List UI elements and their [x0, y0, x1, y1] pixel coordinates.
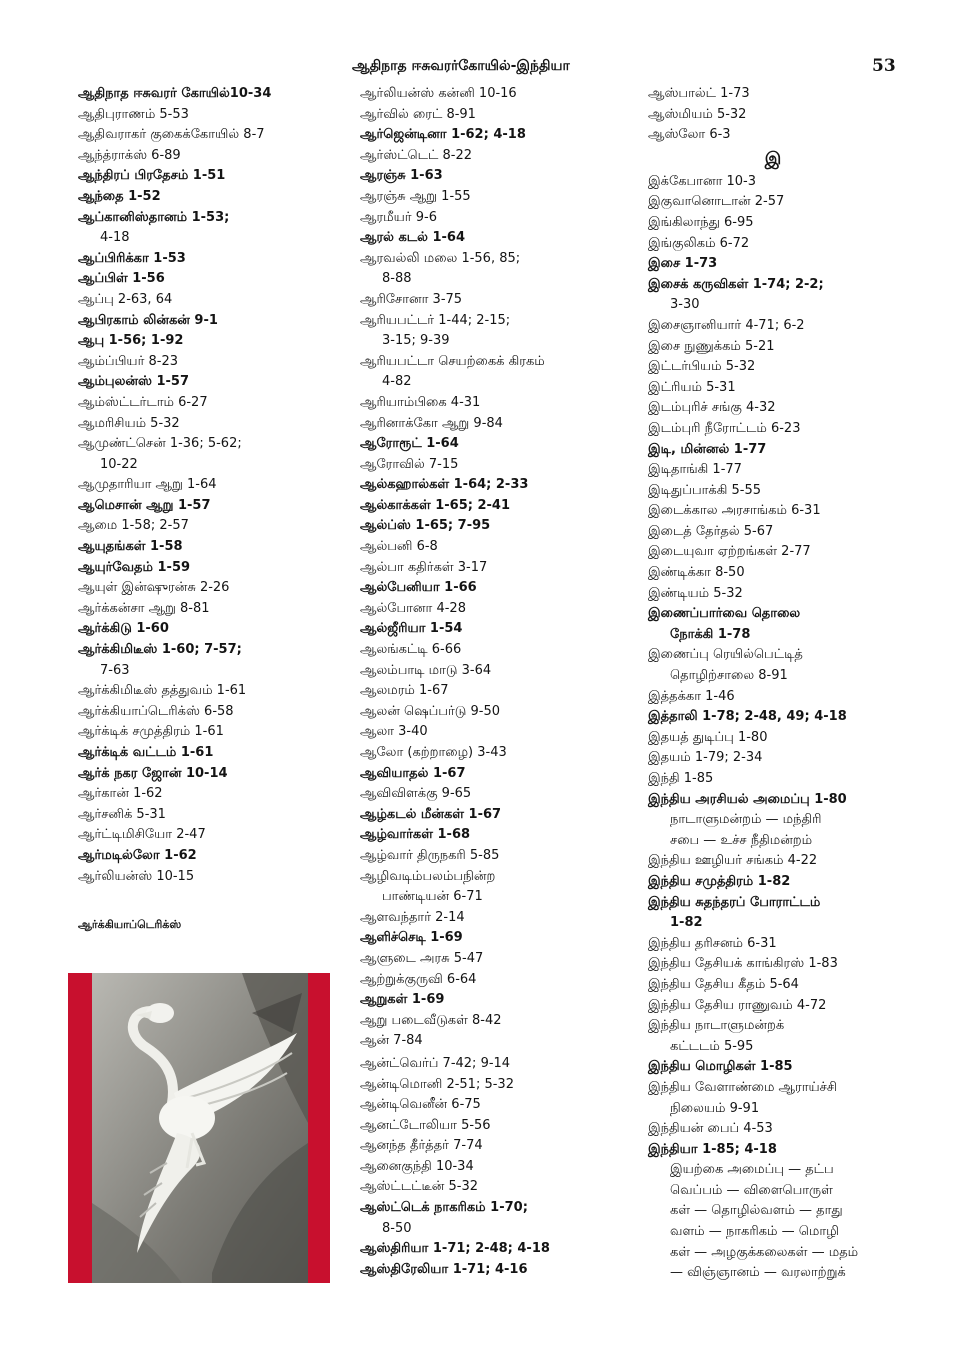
index-entry: ஆர்லியன்ஸ் 10-15: [78, 868, 195, 884]
index-entry: ஆமை 1-58; 2-57: [78, 518, 189, 534]
index-entry: இந்திய சுதந்தரப் போராட்டம்: [648, 894, 821, 910]
index-entry: ஆனந்த தீர்த்தர் 7-74: [360, 1138, 483, 1154]
index-entry: ஆஸ்பால்ட் 1-73: [648, 86, 750, 101]
index-entry: ஆயுர்வேதம் 1-59: [78, 559, 191, 575]
index-entry: ஆர்க்கிமிடீஸ் தத்துவம் 1-61: [78, 683, 247, 699]
index-entry: ஆர்ஸ்ட்டெட் 8-22: [360, 147, 472, 163]
index-entry: ஆலன் ஷெப்பர்டு 9-50: [360, 703, 501, 719]
index-entry: ஆஸ்திரியா 1-71; 2-48; 4-18: [360, 1241, 550, 1257]
page-number: 53: [872, 56, 896, 76]
index-entry: ஆர்கான் 1-62: [78, 786, 163, 802]
index-entry: இதயத் துடிப்பு 1-80: [648, 729, 768, 745]
index-entry: ஆரஞ்சு 1-63: [360, 168, 443, 184]
index-entry: இட்டர்பியம் 5-32: [648, 359, 756, 375]
index-entry: ஆலங்கட்டி 6-66: [360, 642, 462, 658]
index-entry: 7-63: [100, 662, 130, 678]
index-entry: இந்திய நாடாளுமன்றக்: [648, 1018, 785, 1034]
index-entry: வளம் — நாகரிகம் — மொழி: [670, 1224, 839, 1240]
index-entry: ஆலா 3-40: [360, 724, 428, 740]
index-entry: ஆல்ப்ஸ் 1-65; 7-95: [360, 518, 491, 534]
index-entry: 3-15; 9-39: [382, 333, 450, 349]
index-entry: இங்கிலாந்து 6-95: [648, 214, 754, 230]
index-entry: ஆலம்பாடி மாடு 3-64: [360, 662, 492, 678]
index-entry: ஆறு படைவீடுகள் 8-42: [360, 1012, 502, 1028]
index-entry: கட்டடம் 5-95: [670, 1038, 754, 1054]
index-entry: இத்தாலி 1-78; 2-48, 49; 4-18: [648, 709, 847, 725]
index-entry: இசைக் கருவிகள் 1-74; 2-2;: [648, 276, 824, 292]
index-entry: இக்கேபானா 10-3: [648, 173, 757, 189]
illustration-panel: [92, 973, 308, 1283]
index-entry: இணைப்பு ரெயில்பெட்டித்: [648, 647, 803, 663]
index-entry: ஆம்ஸ்ட்டர்டாம் 6-27: [78, 394, 208, 410]
index-entry: இடையுவா ஏற்றங்கள் 2-77: [648, 544, 811, 560]
index-entry: ஆன்டிவெனீன் 6-75: [360, 1097, 481, 1113]
index-entry: 8-88: [382, 271, 412, 287]
index-entry: ஆவிவிளக்கு 9-65: [360, 786, 472, 802]
index-entry: ஆரவல்லி மலை 1-56, 85;: [360, 250, 521, 266]
index-entry: ஆஸ்ட்டெக் நாகரிகம் 1-70;: [360, 1200, 528, 1216]
index-entry: ஆந்தை 1-52: [78, 188, 161, 204]
index-entry: ஆர்க்கியாப்டெரிக்ஸ் 6-58: [78, 703, 234, 719]
index-entry: இந்திய சமுத்திரம் 1-82: [648, 873, 791, 889]
index-entry: ஆளுடை அரசு 5-47: [360, 950, 484, 966]
index-entry: ஆஸ்மியம் 5-32: [648, 106, 747, 122]
index-entry: இந்திய ஊழியர் சங்கம் 4-22: [648, 853, 818, 869]
index-entry: இசை நுணுக்கம் 5-21: [648, 338, 775, 354]
index-entry: ஆவியாதல் 1-67: [360, 765, 466, 781]
index-entry: ஆளவந்தார் 2-14: [360, 909, 465, 925]
index-entry: ஆர்மடில்லோ 1-62: [78, 847, 197, 863]
index-entry: இங்குலிகம் 6-72: [648, 235, 750, 251]
index-entry: இந்திய தேசிய கீதம் 5-64: [648, 976, 799, 992]
index-entry: இசை 1-73: [648, 256, 718, 272]
index-entry: ஆரமீயர் 9-6: [360, 209, 437, 225]
index-entry: கள் — தொழில்வளம் — தாது: [670, 1203, 843, 1219]
index-entry: ஆர்சனிக் 5-31: [78, 806, 166, 822]
index-entry: வெப்பம் — விளைபொருள்: [670, 1182, 833, 1198]
index-entry: ஆழ்வார் திருநகரி 5-85: [360, 847, 500, 863]
index-entry: இந்திய தேசியக் காங்கிரஸ் 1-83: [648, 956, 838, 972]
index-entry: ஆல்ஜீரியா 1-54: [360, 621, 463, 637]
index-entry: கள் — அழகுக்கலைகள் — மதம்: [670, 1244, 859, 1260]
index-entry: 1-82: [670, 915, 703, 931]
index-entry: ஆர்க்கிமிடீஸ் 1-60; 7-57;: [78, 642, 242, 658]
index-entry: ஆலமரம் 1-67: [360, 683, 449, 699]
index-entry: ஆப்பு 2-63, 64: [78, 291, 173, 307]
index-column-3: [648, 84, 928, 1284]
index-entry: இந்தி 1-85: [648, 771, 714, 786]
index-entry: இண்டிக்கா 8-50: [648, 565, 745, 581]
index-entry: ஆன்ட்வெர்ப் 7-42; 9-14: [360, 1055, 511, 1071]
index-entry: ஆப்கானிஸ்தானம் 1-53;: [78, 209, 230, 225]
index-entry: ஆர்க்கிடு 1-60: [78, 621, 169, 637]
index-entry: ஆர்க் நகர ஜோன் 10-14: [78, 765, 228, 781]
index-entry: இடிதுப்பாக்கி 5-55: [648, 482, 762, 498]
index-entry: ஆதிபுராணம் 5-53: [78, 106, 189, 122]
index-entry: பாண்டியன் 6-71: [382, 889, 483, 905]
index-entry: ஆழிவடிம்பலம்பநின்ற: [360, 868, 496, 884]
index-entry: இடம்புரி நீரோட்டம் 6-23: [648, 420, 801, 436]
index-entry: ஆர்வில் ரைட் 8-91: [360, 106, 476, 122]
index-entry: ஆமுண்ட்சென் 1-36; 5-62;: [78, 436, 242, 452]
index-entry: நோக்கி 1-78: [670, 626, 751, 642]
index-entry: ஆர்க்கன்சா ஆறு 8-81: [78, 600, 210, 616]
index-entry: ஆறுகள் 1-69: [360, 992, 445, 1008]
index-entry: தொழிற்சாலை 8-91: [670, 668, 788, 684]
archaeopteryx-illustration: [68, 973, 330, 1283]
index-entry: ஆரிசோனா 3-75: [360, 291, 463, 307]
index-entry: இடி, மின்னல் 1-77: [648, 441, 767, 457]
index-entry: 4-82: [382, 374, 412, 390]
index-entry: ஆல்போனா 4-28: [360, 600, 466, 616]
index-entry: ஆஸ்ட்டட்டீன் 5-32: [360, 1179, 479, 1195]
index-entry: ஆமரிசியம் 5-32: [78, 415, 180, 431]
index-entry: ஆனட்டோலியா 5-56: [360, 1117, 491, 1133]
index-entry: ஆரியபட்டா செயற்கைக் கிரகம்: [360, 353, 545, 369]
index-entry: ஆல்பா கதிர்கள் 3-17: [360, 559, 488, 575]
index-entry: இடம்புரிச் சங்கு 4-32: [648, 400, 776, 416]
page-header: [0, 58, 966, 80]
index-entry: இந்திய வேளாண்மை ஆராய்ச்சி: [648, 1079, 838, 1095]
index-entry: 3-30: [670, 297, 700, 313]
index-entry: இசைஞானியார் 4-71; 6-2: [648, 317, 805, 333]
index-entry: ஆயுதங்கள் 1-58: [78, 539, 183, 555]
figure-caption: ஆர்க்கியாப்டெரிக்ஸ்: [78, 918, 182, 931]
index-entry: ஆமெசான் ஆறு 1-57: [78, 497, 211, 513]
index-entry: ஆல்பேனியா 1-66: [360, 580, 477, 596]
index-entry: ஆஸ்லோ 6-3: [648, 127, 731, 143]
index-entry: இந்திய தேசிய ராணுவம் 4-72: [648, 997, 827, 1013]
index-entry: இடிதாங்கி 1-77: [648, 462, 742, 478]
index-entry: இந்திய அரசியல் அமைப்பு 1-80: [648, 791, 847, 807]
index-column-2: [360, 84, 640, 1280]
index-entry: ஆர்ஜென்டினா 1-62; 4-18: [360, 127, 526, 143]
index-entry: ஆல்காக்கள் 1-65; 2-41: [360, 497, 511, 513]
index-entry: ஆரியாம்பிகை 4-31: [360, 394, 481, 410]
index-entry: நிலையம் 9-91: [670, 1100, 760, 1116]
index-entry: ஆர்லியன்ஸ் கன்னி 10-16: [360, 86, 517, 101]
index-entry: ஆந்த்ராக்ஸ் 6-89: [78, 147, 181, 163]
index-entry: இண்டியம் 5-32: [648, 585, 743, 601]
index-entry: ஆரோரூட் 1-64: [360, 436, 459, 452]
running-title: ஆதிநாத ஈசுவரர்கோயில்-இந்தியா: [352, 58, 570, 74]
index-entry: ஆனைகுந்தி 10-34: [360, 1158, 474, 1174]
index-entry: ஆதிநாத ஈசுவரர் கோயில்10-34: [78, 86, 272, 101]
index-entry: ஆழ்வார்கள் 1-68: [360, 827, 471, 843]
index-entry: ஆம்புலன்ஸ் 1-57: [78, 374, 189, 390]
index-entry: ஆர்ட்டிமிசியோ 2-47: [78, 827, 206, 843]
index-entry: இகுவானொடான் 2-57: [648, 194, 785, 210]
index-entry: நாடாளுமன்றம் — மந்திரி: [670, 812, 822, 828]
index-entry: இந்தியன் பைப் 4-53: [648, 1121, 773, 1137]
index-entry: இட்ரியம் 5-31: [648, 379, 736, 395]
index-entry: ஆம்ப்பியர் 8-23: [78, 353, 179, 369]
index-entry: 10-22: [100, 456, 138, 472]
index-entry: ஆரினாக்கோ ஆறு 9-84: [360, 415, 503, 431]
index-entry: ஆந்திரப் பிரதேசம் 1-51: [78, 168, 226, 184]
index-entry: ஆன் 7-84: [360, 1033, 423, 1049]
index-entry: ஆதிவராகர் குகைக்கோயில் 8-7: [78, 127, 265, 143]
index-entry: ஆரல் கடல் 1-64: [360, 230, 465, 246]
index-entry: ஆளிச்செடி 1-69: [360, 930, 463, 946]
index-entry: ஆயுள் இன்ஷுரன்சு 2-26: [78, 580, 230, 596]
index-entry: ஆர்க்டிக் வட்டம் 1-61: [78, 745, 214, 760]
bird-drawing: [92, 973, 308, 1283]
index-entry: இந்திய மொழிகள் 1-85: [648, 1059, 793, 1075]
index-entry: இத்தக்கா 1-46: [648, 688, 735, 704]
index-entry: ஆரியபட்டர் 1-44; 2-15;: [360, 312, 511, 328]
index-entry: இந்தியா 1-85; 4-18: [648, 1141, 777, 1157]
index-entry: இணைப்பார்வை தொலை: [648, 606, 801, 622]
index-entry: ஆப்பிள் 1-56: [78, 271, 165, 287]
index-entry: ஆரோவில் 7-15: [360, 456, 459, 472]
index-entry: ஆபிரகாம் லின்கன் 9-1: [78, 312, 218, 328]
index-entry: ஆரஞ்சு ஆறு 1-55: [360, 188, 471, 204]
index-entry: இயற்கை அமைப்பு — தட்ப: [670, 1162, 834, 1178]
index-entry: சபை — உச்ச நீதிமன்றம்: [670, 832, 813, 848]
index-entry: இடைக்கால அரசாங்கம் 6-31: [648, 503, 821, 519]
index-entry: இந்திய தரிசனம் 6-31: [648, 935, 777, 951]
section-letter: இ: [764, 148, 782, 169]
index-entry: ஆன்டிமொனி 2-51; 5-32: [360, 1076, 514, 1092]
index-entry: இதயம் 1-79; 2-34: [648, 750, 763, 766]
index-entry: ஆலோ (கற்றாழை) 3-43: [360, 745, 507, 760]
index-entry: — விஞ்ஞானம் — வரலாற்றுக்: [670, 1265, 846, 1281]
index-entry: ஆழ்கடல் மீன்கள் 1-67: [360, 806, 502, 822]
index-entry: ஆபு 1-56; 1-92: [78, 333, 184, 349]
index-entry: இடைத் தேர்தல் 5-67: [648, 523, 774, 539]
index-entry: ஆப்பிரிக்கா 1-53: [78, 250, 186, 266]
index-column-1: [78, 84, 348, 887]
index-entry: ஆல்கஹால்கள் 1-64; 2-33: [360, 477, 529, 493]
index-entry: 8-50: [382, 1220, 412, 1236]
index-entry: ஆஸ்திரேலியா 1-71; 4-16: [360, 1261, 528, 1277]
index-entry: 4-18: [100, 230, 130, 246]
index-entry: ஆற்றுக்குருவி 6-64: [360, 971, 477, 987]
index-entry: ஆல்பனி 6-8: [360, 539, 438, 555]
index-entry: ஆமுதாரியா ஆறு 1-64: [78, 477, 217, 493]
index-entry: ஆர்க்டிக் சமுத்திரம் 1-61: [78, 724, 224, 740]
